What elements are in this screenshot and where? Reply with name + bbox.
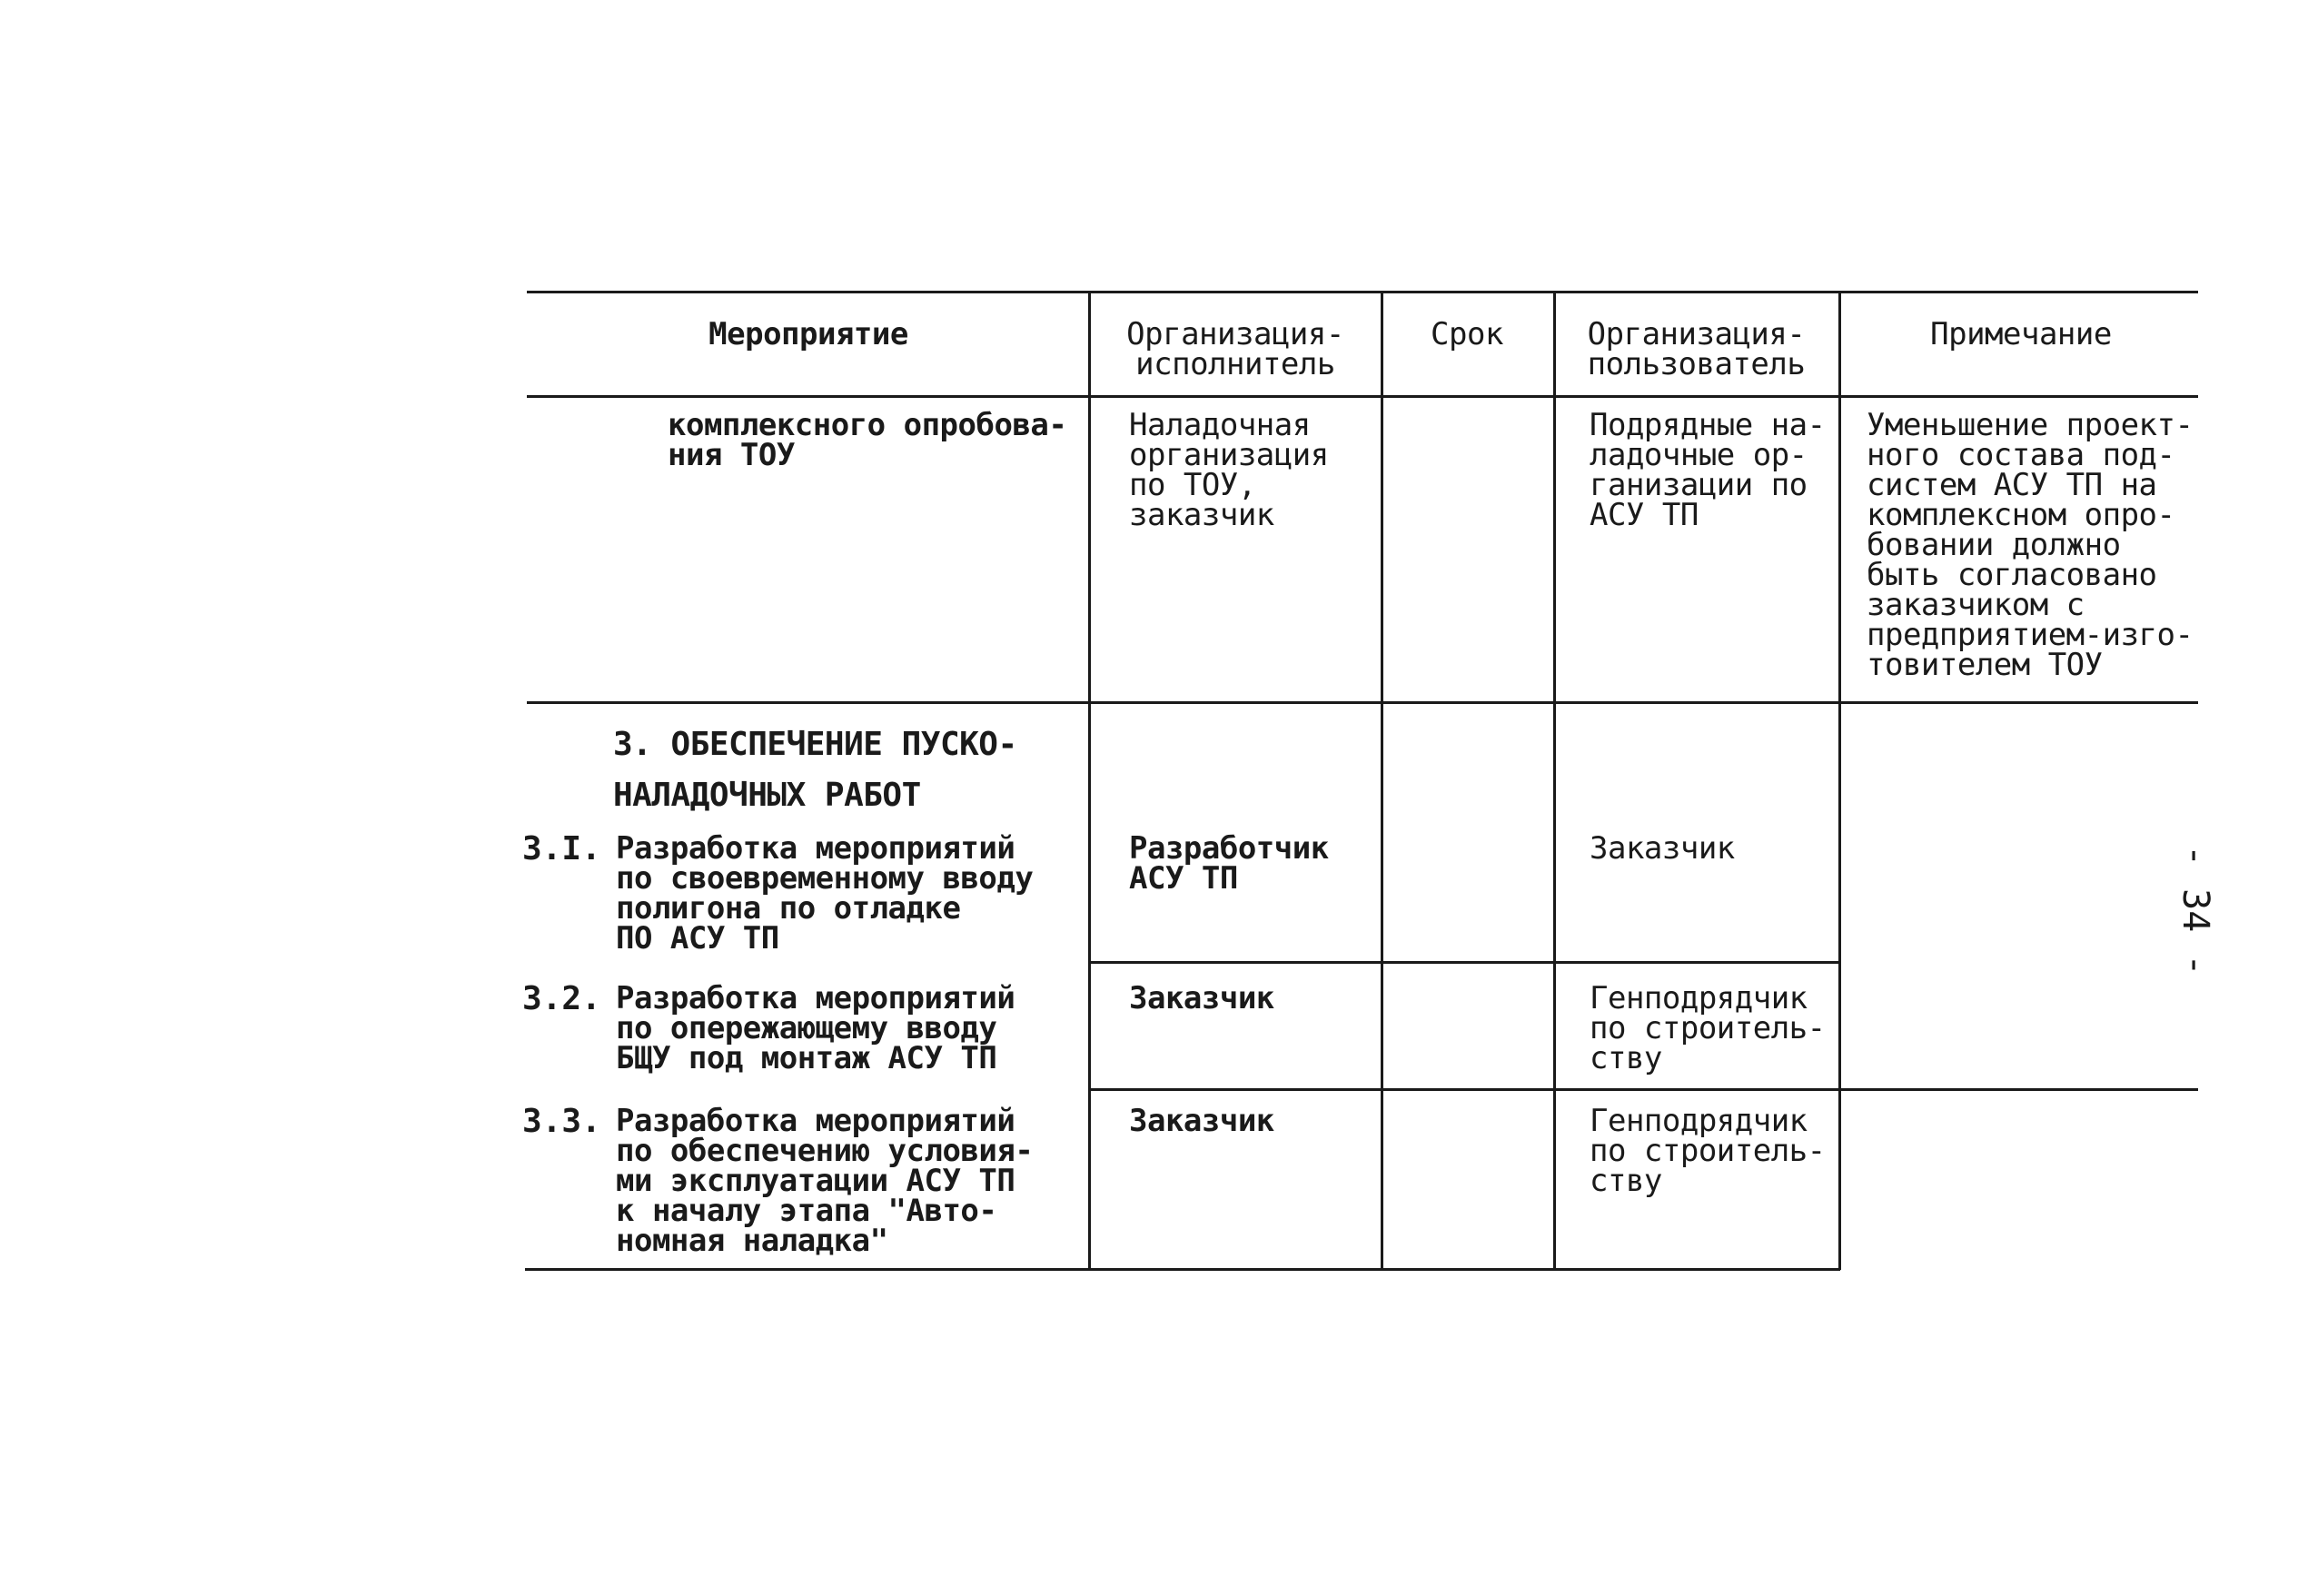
row-executor: Заказчик bbox=[1129, 1103, 1274, 1139]
row-user: Генподрядчик по строитель- ству bbox=[1590, 980, 1826, 1076]
row-executor: Заказчик bbox=[1129, 980, 1274, 1016]
column-divider-1 bbox=[1088, 291, 1091, 1270]
column-divider-3 bbox=[1553, 291, 1556, 1270]
row-user: Генподрядчик по строитель- ству bbox=[1590, 1103, 1826, 1199]
table-top-rule bbox=[527, 291, 2198, 293]
header-user: Организация- пользователь bbox=[1587, 316, 1806, 382]
header-event: Мероприятие bbox=[708, 316, 908, 352]
column-divider-4 bbox=[1838, 291, 1841, 1270]
row-3-1-bottom-rule bbox=[1090, 961, 1840, 964]
row-user: Заказчик bbox=[1590, 830, 1735, 867]
row-number: 3.I. bbox=[522, 830, 601, 867]
row-event: Разработка мероприятий по опережающему вводу БЩУ под монтаж АСУ ТП bbox=[616, 980, 1015, 1076]
column-divider-2 bbox=[1381, 291, 1383, 1270]
continuation-user: Подрядные на- ладочные ор- ганизации по АСУ ТП bbox=[1590, 407, 1826, 533]
continuation-executor: Наладочная организация по ТОУ, заказчик bbox=[1129, 407, 1329, 533]
row-executor: Разработчик АСУ ТП bbox=[1129, 830, 1329, 897]
continuation-event: комплексного опробова- ния ТОУ bbox=[668, 407, 1067, 473]
continuation-note: Уменьшение проект- ного состава под- систем АСУ ТП на комплексном опро- бовании должно быть согласовано заказчиком с предприятием-изго- товителем ТОУ bbox=[1867, 407, 2194, 683]
row-3-2-bottom-rule bbox=[1090, 1088, 2198, 1091]
continuation-bottom-rule bbox=[527, 701, 2198, 704]
row-number: 3.2. bbox=[522, 980, 601, 1017]
table-bottom-rule bbox=[525, 1268, 1840, 1271]
row-event: Разработка мероприятий по своевременному вводу полигона по отладке ПО АСУ ТП bbox=[616, 830, 1034, 957]
header-bottom-rule bbox=[527, 395, 2198, 398]
header-term: Срок bbox=[1431, 316, 1503, 352]
row-event: Разработка мероприятий по обеспечению условия- ми эксплуатации АСУ ТП к началу этапа "Авто- номная наладка" bbox=[616, 1103, 1034, 1259]
header-note: Примечание bbox=[1930, 316, 2112, 352]
section-title: 3. ОБЕСПЕЧЕНИЕ ПУСКО- НАЛАДОЧНЫХ РАБОТ bbox=[613, 726, 1017, 814]
row-number: 3.3. bbox=[522, 1103, 601, 1140]
header-executor: Организация- исполнитель bbox=[1126, 316, 1344, 382]
page-number: - 34 - bbox=[2174, 845, 2216, 976]
